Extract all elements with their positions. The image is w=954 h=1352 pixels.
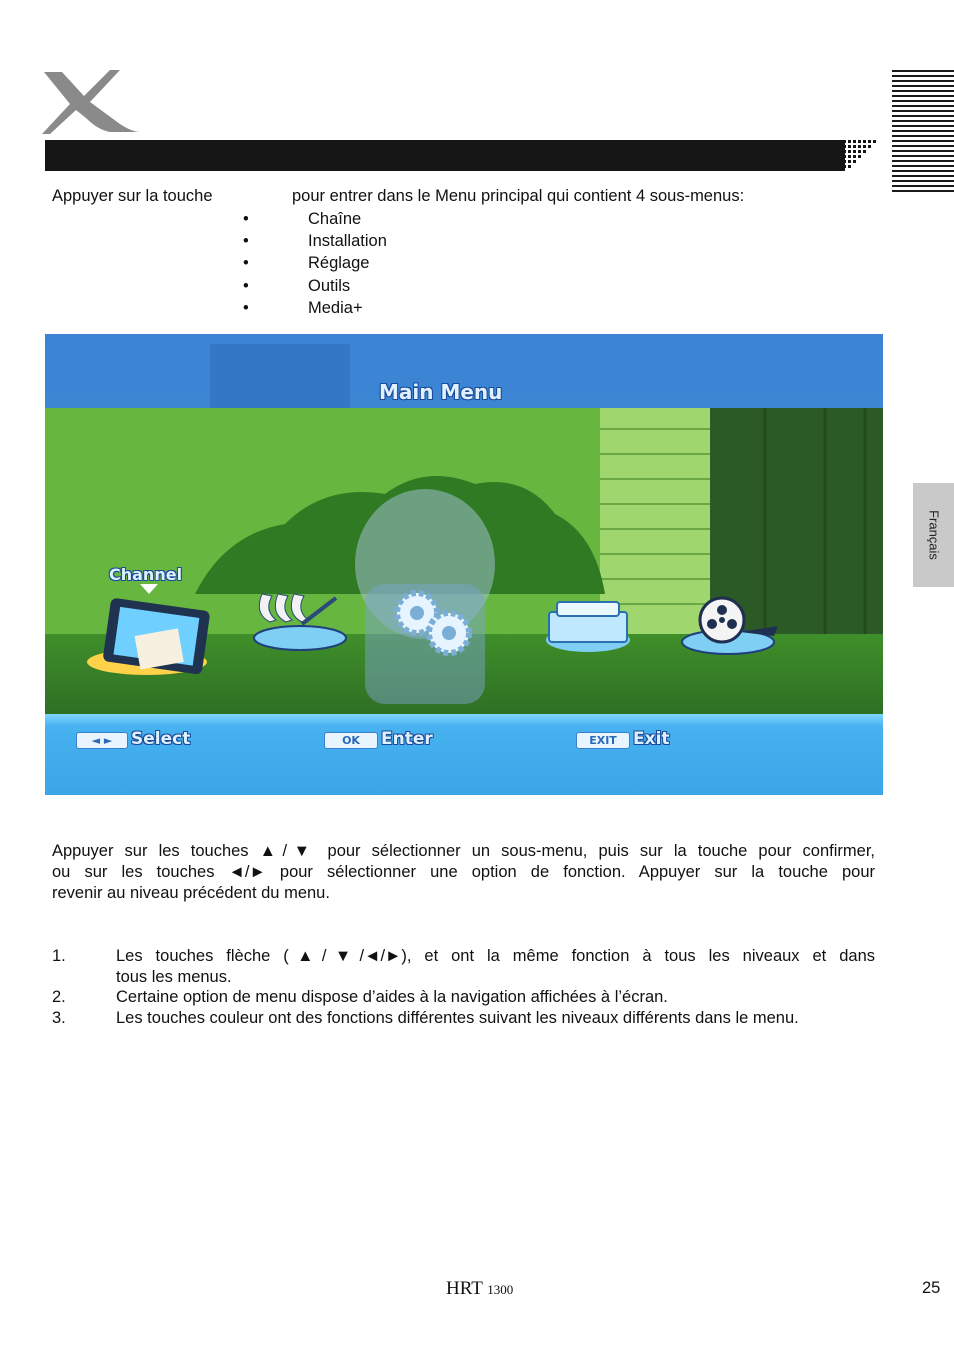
select-hint: Select: [131, 729, 191, 749]
page-number: 25: [922, 1279, 941, 1297]
note-item: [116, 946, 875, 988]
note-item: Les touches couleur ont des fonctions différentes suivant les niveaux différents dans le menu.: [116, 1009, 799, 1027]
submenu-item: Réglage: [308, 254, 370, 272]
side-line-pattern: [892, 70, 954, 194]
selected-item-label: Channel: [109, 565, 183, 584]
note-number: 1.: [52, 947, 66, 965]
note-number: 3.: [52, 1009, 66, 1027]
language-tab: [913, 483, 954, 587]
installation-satellite-icon[interactable]: [250, 584, 350, 659]
intro-after: pour entrer dans le Menu principal qui contient 4 sous-menus:: [292, 187, 745, 205]
submenu-item: Chaîne: [308, 210, 362, 228]
enter-key-badge: OK: [324, 732, 378, 749]
note-line: tous les menus.: [116, 968, 232, 986]
tools-box-icon[interactable]: [543, 596, 633, 661]
bullet-dot: •: [243, 299, 249, 317]
note-line: Les touches flèche (▲/▼/◄/►), et ont la même fonction à tous les niveaux et dans: [116, 947, 875, 965]
bullet-dot: •: [243, 277, 249, 295]
footer-brand: [446, 1278, 513, 1300]
setting-gears-icon[interactable]: [385, 589, 480, 664]
note-number: 2.: [52, 988, 66, 1006]
exit-hint: Exit: [633, 729, 670, 749]
bullet-dot: •: [243, 254, 249, 272]
bullet-dot: •: [243, 210, 249, 228]
main-menu-screenshot: [45, 334, 883, 795]
note-item: Certaine option de menu dispose d’aides à la navigation affichées à l’écran.: [116, 988, 668, 1006]
brand-name: HRT: [446, 1278, 483, 1299]
bullet-dot: •: [243, 232, 249, 250]
media-film-reel-icon[interactable]: [678, 592, 788, 661]
navigation-paragraph: [52, 841, 875, 904]
submenu-item: Media+: [308, 299, 363, 317]
header-bar: [45, 140, 845, 171]
model-number: 1300: [487, 1282, 514, 1297]
intro-before: Appuyer sur la touche: [52, 187, 213, 205]
submenu-item: Installation: [308, 232, 387, 250]
header-dot-pattern: [843, 140, 883, 171]
paragraph-line: ou sur les touches ◄/► pour sélectionner une option de fonction. Appuyer sur la touche pour: [52, 863, 875, 881]
exit-key-badge: EXIT: [576, 732, 630, 749]
paragraph-line: Appuyer sur les touches ▲/▼ pour sélectionner un sous-menu, puis sur la touche pour confirmer,: [52, 842, 875, 860]
enter-hint: Enter: [381, 729, 433, 749]
select-key-badge: ◄ ►: [76, 732, 128, 749]
submenu-item: Outils: [308, 277, 351, 295]
language-label: Français: [926, 510, 941, 560]
menu-title: Main Menu: [379, 380, 503, 404]
paragraph-line: revenir au niveau précédent du menu.: [52, 884, 330, 902]
xoro-logo-icon: [40, 66, 144, 136]
